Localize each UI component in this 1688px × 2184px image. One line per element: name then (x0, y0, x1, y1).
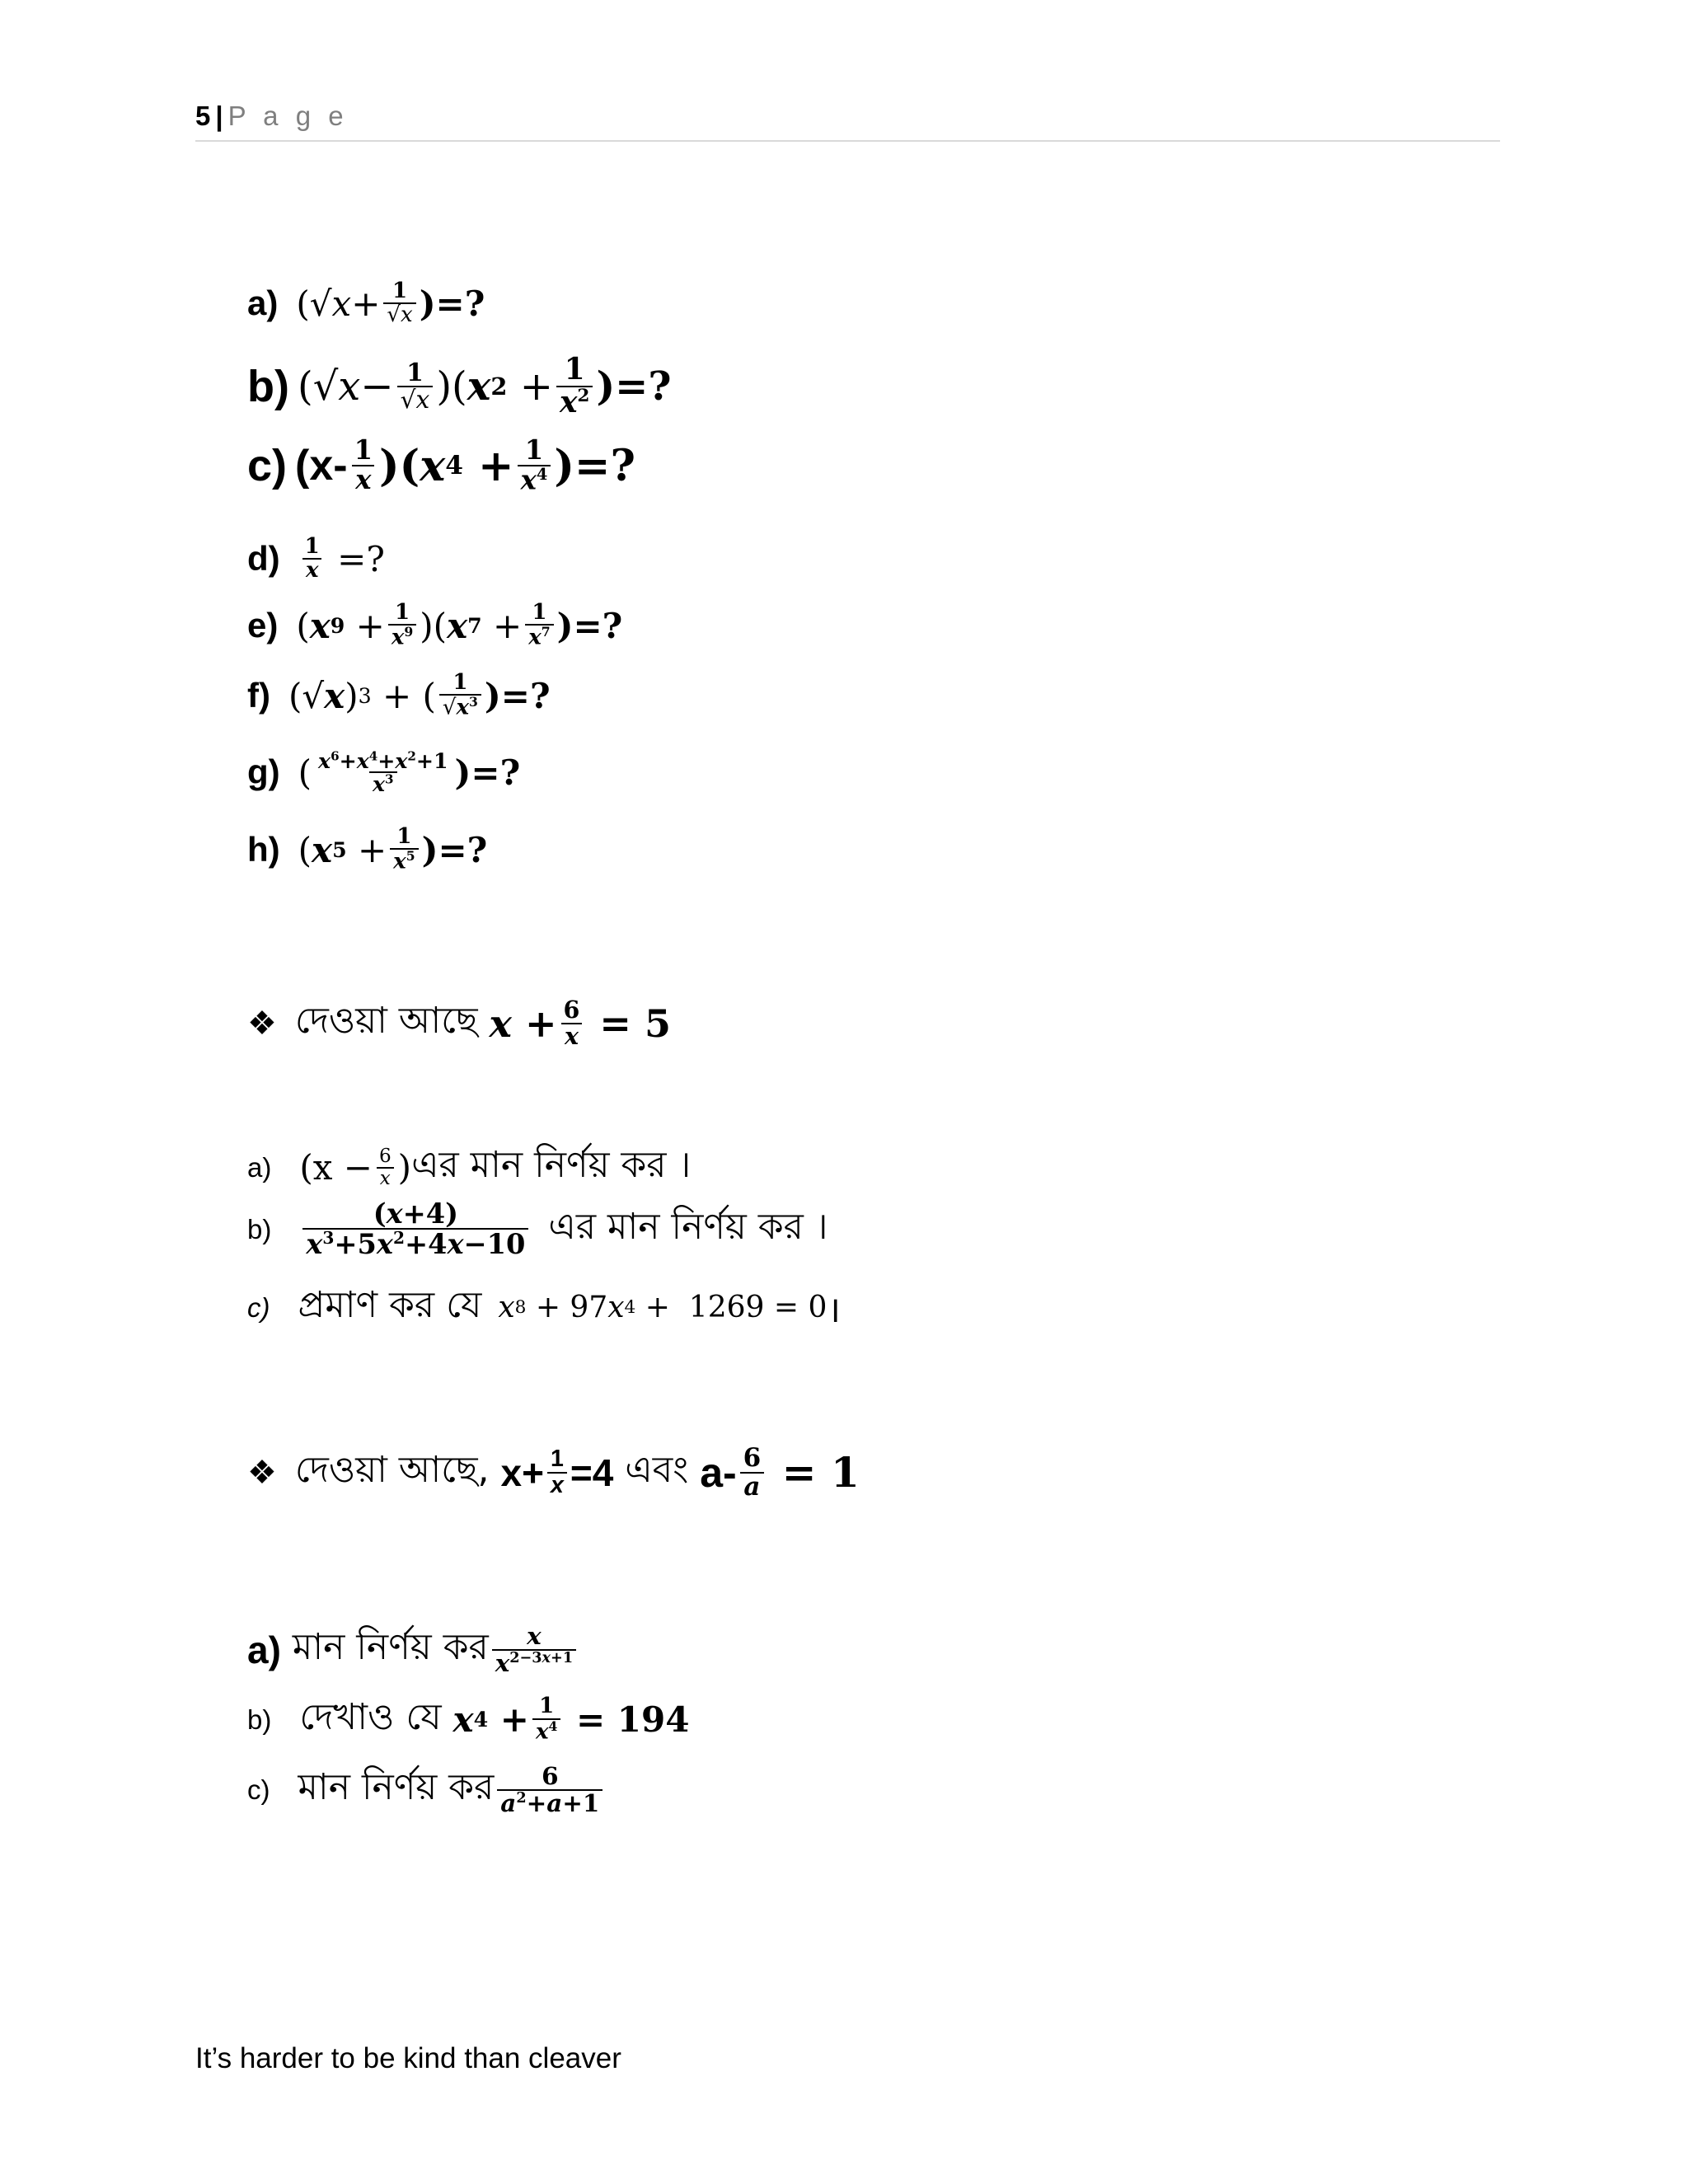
section3-eq1: x+ $\frac{1}{x}$ =4 (500, 1445, 614, 1498)
question-g (247, 750, 520, 795)
expr-g: ( $\frac{x^6+x^4+x^2+1}{x^3}$ )=? (298, 748, 521, 797)
expr-f: (√ x ) 3 + ( $\frac{1}{√x^3}$ )=? (288, 670, 551, 721)
question-b (247, 354, 672, 419)
label-e: e) (247, 606, 279, 645)
label-d: d) (247, 539, 280, 579)
section3-and: এবং (625, 1449, 689, 1491)
question-f (247, 672, 551, 719)
section3-expr-b: x 4 + $\frac{1}{x^4}$ = 194 (452, 1694, 690, 1745)
label-f: f) (247, 676, 270, 715)
diamond-bullet-icon: ❖ (247, 1004, 277, 1043)
question-a (247, 280, 485, 327)
section3-a-text: মান নির্ণয় কর (292, 1626, 489, 1668)
section2-expr-a: (x − $\frac{6}{x}$ ) (299, 1146, 412, 1189)
page-label: P a g e (227, 101, 349, 131)
expr-d: $\frac{1}{x}$ =? (298, 536, 385, 583)
question-h (247, 826, 487, 874)
section2-expr-c: x 8 + 97 x 4 + 1269 = 0 (498, 1291, 828, 1324)
section3-given: দেওয়া আছে, (294, 1449, 490, 1491)
label-c: c) (247, 441, 288, 491)
section3-c-text: মান নির্ণয় কর (298, 1766, 495, 1808)
question-c (247, 434, 635, 496)
section2-expr-b: $\frac{(x+4)}{x^3+5x^2+4x-10}$ (299, 1199, 532, 1259)
section2-b-text: এর মান নির্ণয় কর । (548, 1206, 828, 1248)
section3-label-a: a) (247, 1628, 281, 1671)
label-g: g) (247, 752, 280, 792)
section3-label-b: b) (247, 1704, 272, 1735)
section3-heading (247, 1442, 860, 1502)
diamond-bullet-icon: ❖ (247, 1453, 277, 1492)
section2-label-a: a) (247, 1151, 272, 1183)
section2-question-a (247, 1137, 691, 1197)
expr-b: (√ x − $\frac{1}{√x}$ )( x 2 + $\frac{1}{x^2}$ )=? (297, 352, 672, 419)
section2-label-b: b) (247, 1213, 272, 1244)
label-a: a) (247, 284, 279, 323)
expr-h: ( x 5 + $\frac{1}{x^5}$ )=? (298, 824, 488, 875)
section2-question-b (247, 1199, 828, 1259)
section3-eq2: a- $\frac{6}{a}$ = 1 (700, 1442, 860, 1502)
section3-question-a (247, 1619, 579, 1680)
expr-c: (x- $\frac{1}{x}$ )( x 4 + $\frac{1}{x^4}$ )=? (295, 434, 635, 496)
section2-equation: x + $\frac{6}{x}$ = 5 (489, 995, 671, 1050)
page-number: 5 (195, 101, 211, 131)
question-d (247, 536, 385, 583)
label-h: h) (247, 830, 280, 869)
header-separator: | (215, 101, 223, 131)
footer-quote: It’s harder to be kind than cleaver (195, 2042, 621, 2074)
section3-question-c (247, 1760, 606, 1820)
section3-label-c: c) (247, 1774, 270, 1805)
section2-c-tail: । (827, 1288, 842, 1331)
section2-heading (247, 993, 671, 1053)
page-header (195, 101, 1500, 142)
section2-given: দেওয়া আছে (294, 1000, 478, 1042)
label-b: b) (247, 361, 289, 411)
section3-expr-c: $\frac{6}{a^2+a+1}$ (494, 1764, 606, 1816)
question-e (247, 602, 622, 649)
section2-label-c: c) (247, 1291, 270, 1323)
expr-e: ( x 9 + $\frac{1}{x^9}$ )( x 7 + $\frac{1}{x^7}$ )=? (296, 600, 623, 651)
section3-expr-a: $\frac{x}{x^{2-3x+1}}$ (489, 1624, 579, 1676)
expr-a: (√ x + $\frac{1}{√x}$ )=? (296, 279, 485, 328)
section3-question-b (247, 1690, 689, 1750)
section2-question-c (247, 1277, 841, 1338)
section2-c-text: প্রমাণ কর যে (298, 1284, 482, 1326)
section2-a-text: এর মান নির্ণয় কর । (411, 1144, 692, 1186)
section3-b-text: দেখাও যে (299, 1696, 442, 1738)
